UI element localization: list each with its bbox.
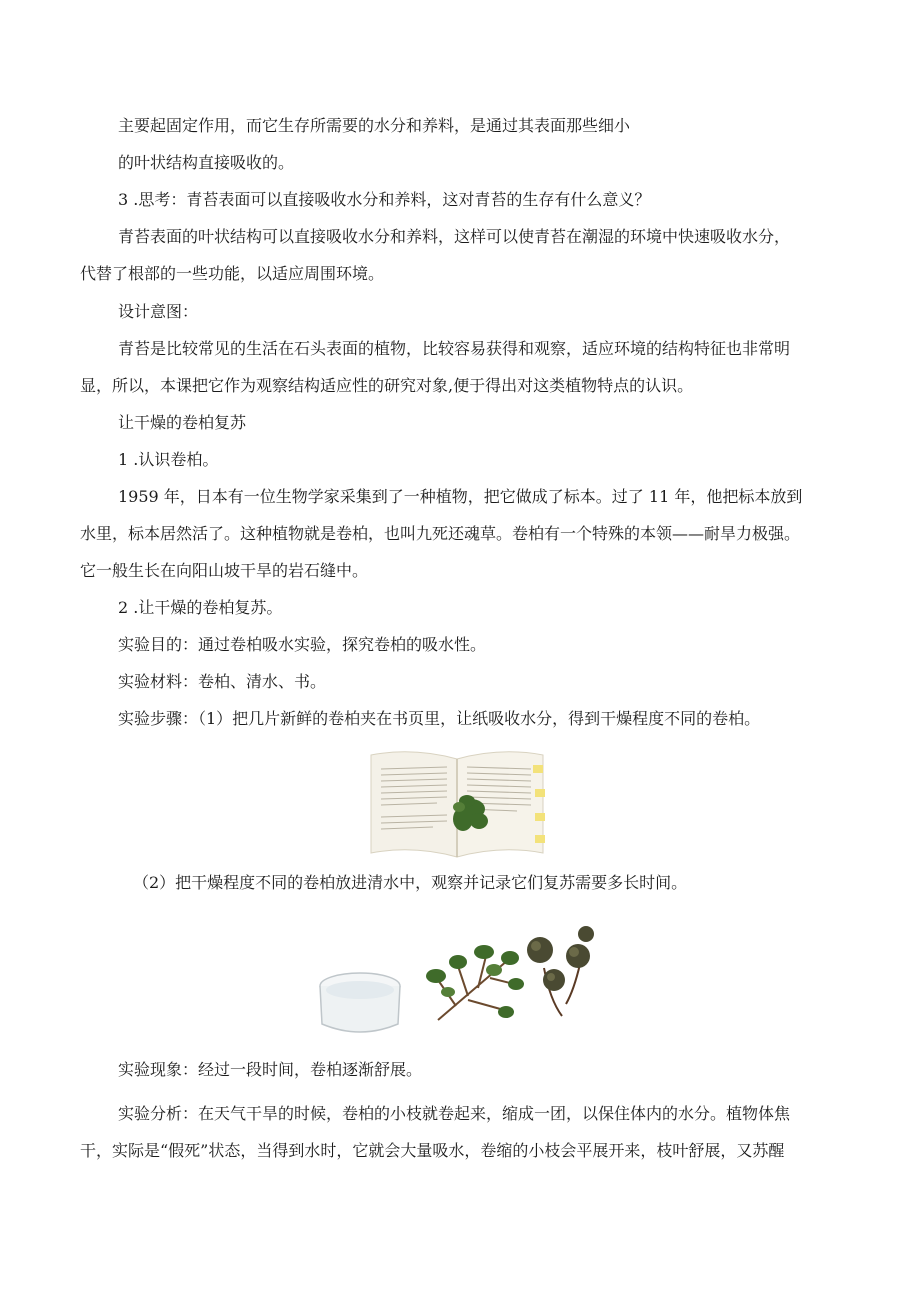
design-line: 显，所以，本课把它作为观察结构适应性的研究对象,便于得出对这类植物特点的认识。 — [80, 376, 694, 395]
section-title: 让干燥的卷柏复苏 — [118, 413, 247, 432]
item-1-line: 1959 年，日本有一位生物学家采集到了一种植物，把它做成了标本。过了 11 年，他把标本放到 — [118, 487, 803, 506]
paragraph-line: 主要起固定作用，而它生存所需要的水分和养料，是通过其表面那些细小 — [118, 116, 631, 135]
experiment-materials: 实验材料：卷柏、清水、书。 — [118, 672, 327, 691]
design-intent-title: 设计意图： — [118, 302, 199, 321]
analysis-line: 实验分析：在天气干旱的时候，卷柏的小枝就卷起来，缩成一团，以保住体内的水分。植物体焦 — [118, 1104, 791, 1123]
item-1-line: 它一般生长在向阳山坡干旱的岩石缝中。 — [80, 561, 369, 580]
experiment-purpose: 实验目的：通过卷柏吸水实验，探究卷柏的吸水性。 — [118, 635, 487, 654]
item-1-heading: 1 .认识卷柏。 — [118, 450, 219, 469]
item-1-line: 水里，标本居然活了。这种植物就是卷柏，也叫九死还魂草。卷柏有一个特殊的本领——耐旱力极强。 — [80, 524, 801, 543]
answer-line: 代替了根部的一些功能，以适应周围环境。 — [80, 264, 385, 283]
answer-line: 青苔表面的叶状结构可以直接吸收水分和养料，这样可以使青苔在潮湿的环境中快速吸收水分， — [118, 227, 791, 246]
water-dish-and-selaginella-photo — [318, 920, 602, 1044]
book-with-selaginella-photo — [367, 745, 549, 860]
question-3: 3 .思考：青苔表面可以直接吸收水分和养料，这对青苔的生存有什么意义？ — [118, 190, 651, 209]
design-line: 青苔是比较常见的生活在石头表面的植物，比较容易获得和观察，适应环境的结构特征也非常明 — [118, 339, 791, 358]
experiment-step-1: 实验步骤：（1）把几片新鲜的卷柏夹在书页里，让纸吸收水分，得到干燥程度不同的卷柏。 — [118, 709, 761, 728]
experiment-step-2: （2）把干燥程度不同的卷柏放进清水中，观察并记录它们复苏需要多长时间。 — [133, 873, 688, 892]
analysis-line: 干，实际是“假死”状态，当得到水时，它就会大量吸水，卷缩的小枝会平展开来，枝叶舒展，又苏醒 — [80, 1141, 785, 1160]
experiment-phenomenon: 实验现象：经过一段时间，卷柏逐渐舒展。 — [118, 1060, 423, 1079]
paragraph-line: 的叶状结构直接吸收的。 — [118, 153, 295, 172]
item-2-heading: 2 .让干燥的卷柏复苏。 — [118, 598, 283, 617]
